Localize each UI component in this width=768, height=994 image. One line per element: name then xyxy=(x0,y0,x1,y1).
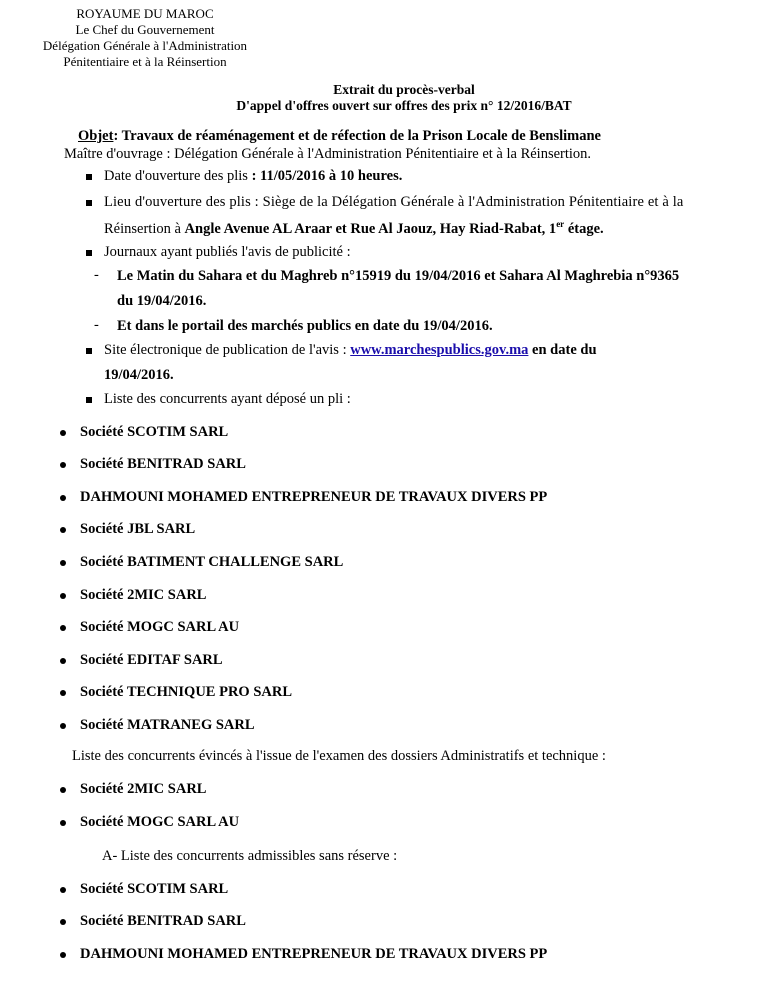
letterhead-line-4: Pénitentiaire et à la Réinsertion xyxy=(63,54,227,69)
square-bullet-icon xyxy=(86,397,92,403)
letterhead xyxy=(30,6,260,70)
title-line-2: D'appel d'offres ouvert sur offres des prix n° 12/2016/BAT xyxy=(236,98,572,113)
lieu-prefix: Réinsertion à xyxy=(104,220,185,237)
date-ouverture xyxy=(104,168,402,185)
concurrent-item: Société BENITRAD SARL xyxy=(80,456,246,472)
lieu-suffix: étage. xyxy=(564,220,604,237)
journaux-item-1-line-1: Le Matin du Sahara et du Maghreb n°15919 du 19/04/2016 et Sahara Al Maghrebia n°9365 xyxy=(117,268,680,284)
square-bullet-icon xyxy=(86,174,92,180)
concurrent-item: Société TECHNIQUE PRO SARL xyxy=(80,684,293,700)
dash-bullet: - xyxy=(94,317,99,333)
lieu-sup: er xyxy=(556,219,565,229)
lieu-line-1: Lieu d'ouverture des plis : Siège de la Délégation Générale à l'Administration Pénitentiaire et à la xyxy=(104,194,684,210)
letterhead-line-2: Le Chef du Gouvernement xyxy=(75,22,215,37)
bullet-dot-icon xyxy=(60,462,66,468)
bullet-dot-icon xyxy=(60,887,66,893)
bullet-dot-icon xyxy=(60,625,66,631)
bullet-dot-icon xyxy=(60,787,66,793)
square-bullet-icon xyxy=(86,250,92,256)
admissibles-label: A- Liste des concurrents admissibles sans réserve : xyxy=(102,848,398,864)
objet-line xyxy=(78,128,601,145)
square-bullet-icon xyxy=(86,200,92,206)
document-title xyxy=(0,82,768,114)
site-line-1 xyxy=(104,342,597,359)
evince-item: Société 2MIC SARL xyxy=(80,781,207,797)
date-ouverture-value: : 11/05/2016 à 10 heures. xyxy=(251,168,403,184)
concurrent-item: Société 2MIC SARL xyxy=(80,587,207,603)
bullet-dot-icon xyxy=(60,820,66,826)
journaux-item-2: Et dans le portail des marchés publics en date du 19/04/2016. xyxy=(117,318,493,334)
liste-label: Liste des concurrents ayant déposé un pli : xyxy=(104,391,351,407)
bullet-dot-icon xyxy=(60,723,66,729)
objet-text: : Travaux de réaménagement et de réfection de la Prison Locale de Benslimane xyxy=(113,128,601,144)
lieu-address: Angle Avenue AL Araar et Rue Al Jaouz, Hay Riad-Rabat, 1 xyxy=(184,220,557,237)
letterhead-line-1: ROYAUME DU MAROC xyxy=(76,6,214,21)
lieu-line-2 xyxy=(104,219,604,238)
admissible-item: Société BENITRAD SARL xyxy=(80,913,246,929)
concurrent-item: DAHMOUNI MOHAMED ENTREPRENEUR DE TRAVAUX DIVERS PP xyxy=(80,489,548,505)
journaux-label: Journaux ayant publiés l'avis de publicité : xyxy=(104,244,351,260)
dash-bullet: - xyxy=(94,267,99,283)
concurrent-item: Société MATRANEG SARL xyxy=(80,717,255,733)
concurrent-item: Société SCOTIM SARL xyxy=(80,424,229,440)
bullet-dot-icon xyxy=(60,430,66,436)
site-label: Site électronique de publication de l'avis : xyxy=(104,342,351,358)
bullet-dot-icon xyxy=(60,658,66,664)
bullet-dot-icon xyxy=(60,560,66,566)
concurrent-item: Société EDITAF SARL xyxy=(80,652,223,668)
bullet-dot-icon xyxy=(60,495,66,501)
concurrent-item: Société JBL SARL xyxy=(80,521,196,537)
bullet-dot-icon xyxy=(60,919,66,925)
evince-item: Société MOGC SARL AU xyxy=(80,814,240,830)
date-ouverture-label: Date d'ouverture des plis xyxy=(104,168,252,184)
admissible-item: Société SCOTIM SARL xyxy=(80,881,229,897)
evinces-label: Liste des concurrents évincés à l'issue de l'examen des dossiers Administratifs et technique : xyxy=(72,748,606,764)
bullet-dot-icon xyxy=(60,527,66,533)
square-bullet-icon xyxy=(86,348,92,354)
objet-label: Objet xyxy=(78,128,114,144)
site-line-2: 19/04/2016. xyxy=(104,367,174,383)
journaux-item-1-line-2: du 19/04/2016. xyxy=(117,293,207,309)
admissible-item: DAHMOUNI MOHAMED ENTREPRENEUR DE TRAVAUX DIVERS PP xyxy=(80,946,548,962)
bullet-dot-icon xyxy=(60,593,66,599)
concurrent-item: Société MOGC SARL AU xyxy=(80,619,240,635)
title-line-1: Extrait du procès-verbal xyxy=(333,82,475,97)
site-url-link[interactable]: www.marchespublics.gov.ma xyxy=(350,342,529,358)
letterhead-line-3: Délégation Générale à l'Administration xyxy=(42,38,248,53)
bullet-dot-icon xyxy=(60,952,66,958)
concurrent-item: Société BATIMENT CHALLENGE SARL xyxy=(80,554,344,570)
site-suffix: en date du xyxy=(528,342,597,358)
bullet-dot-icon xyxy=(60,690,66,696)
maitre-ouvrage: Maître d'ouvrage : Délégation Générale à l'Administration Pénitentiaire et à la Réinsertion. xyxy=(64,146,592,162)
